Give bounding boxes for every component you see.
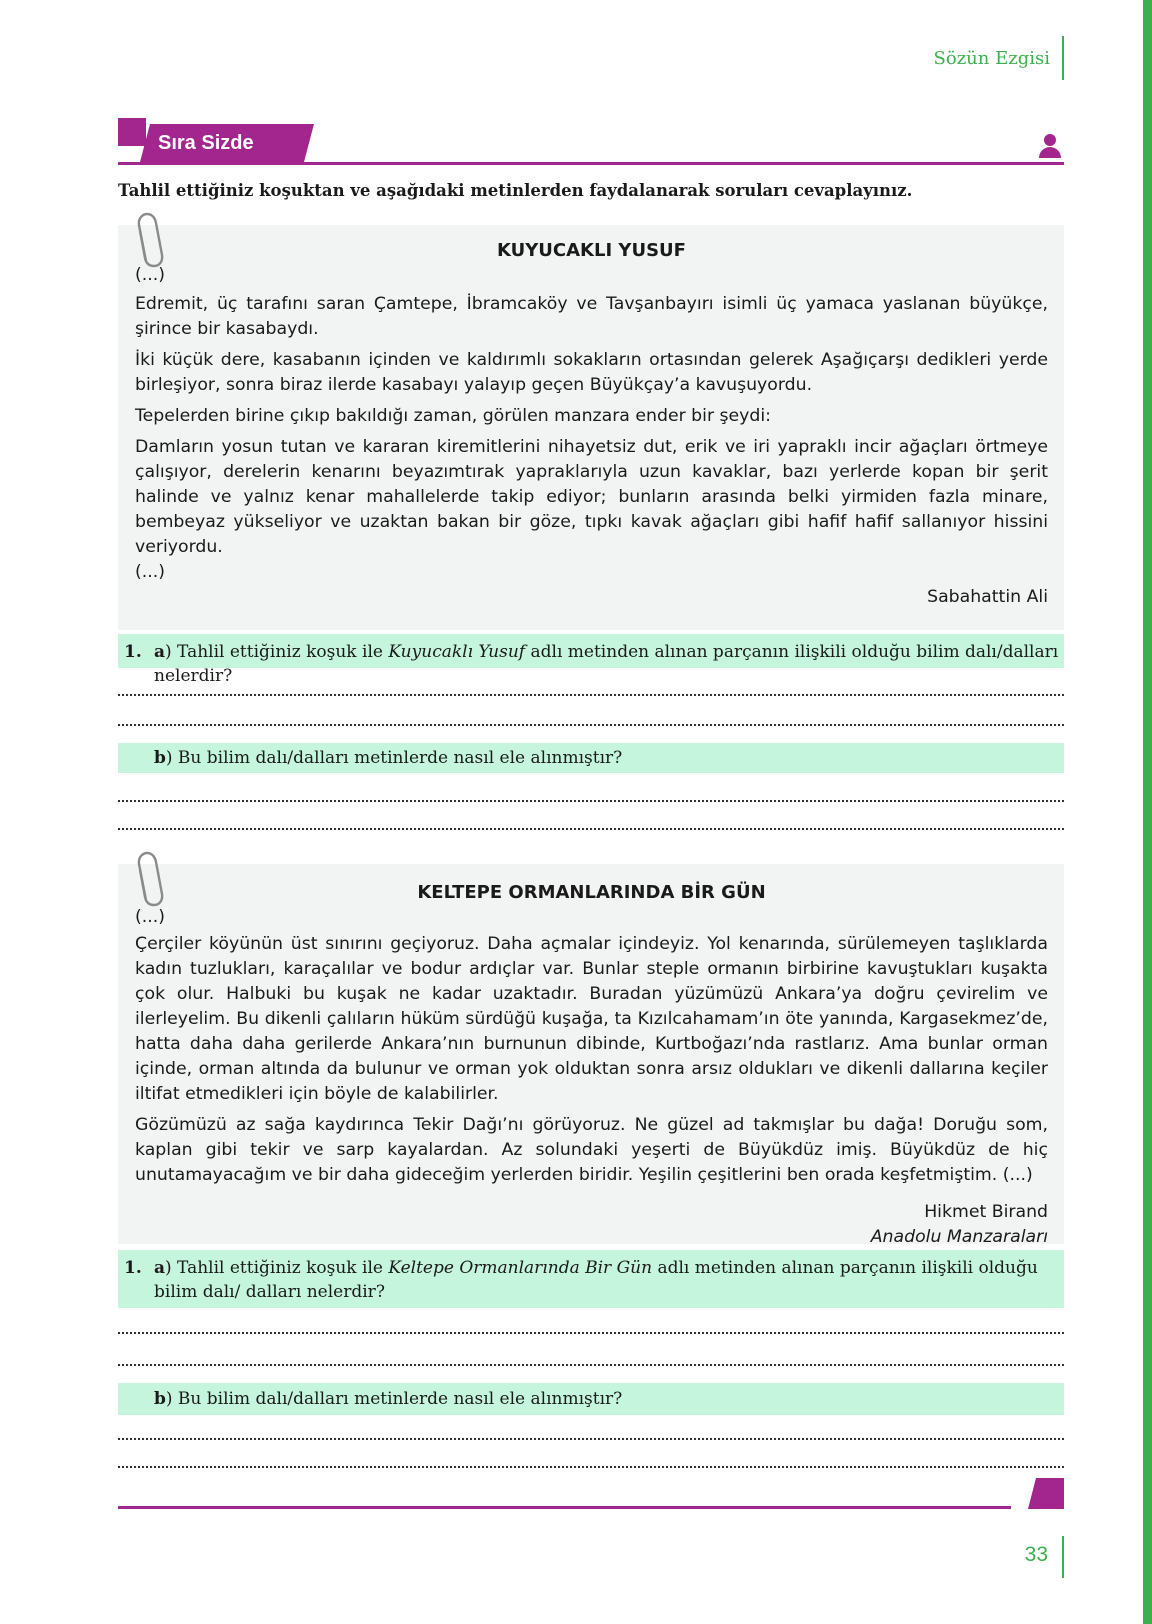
paragraph: Gözümüzü az sağa kaydırınca Tekir Dağı’nı görüyoruz. Ne güzel ad takmışlar bu dağa! Doruğu som, kaplan gibi tekir ve sarp kayalardan. Az solundaki yeşerti de Büyükdüz imiş. Büyükdüz de hiç unutamayacağım ve bir daha gideceğim yerlerden biridir. Yeşilin çeşitlerini ben orada keşfetmiştim. (...)	[135, 1115, 1048, 1185]
question-1a: 1. a) Tahlil ettiğiniz koşuk ile Kuyucaklı Yusuf adlı metinden alınan parçanın ilişkili olduğu bilim dalı/dalları nelerdir?	[118, 634, 1064, 668]
reading-text-1	[118, 225, 1064, 630]
answer-line[interactable]	[118, 798, 1064, 802]
author: Sabahattin Ali	[927, 587, 1048, 607]
paperclip-icon	[134, 850, 168, 908]
instruction: Tahlil ettiğiniz koşuktan ve aşağıdaki metinlerden faydalanarak soruları cevaplayınız.	[118, 181, 913, 200]
question-letter: b	[154, 748, 166, 768]
answer-line[interactable]	[118, 1362, 1064, 1366]
answer-line[interactable]	[118, 722, 1064, 726]
question-number: 1.	[124, 642, 142, 662]
paragraph: Damların yosun tutan ve kararan kiremitlerini nihayetsiz dut, erik ve iri yapraklı incir ağaçları örtmeye çalışıyor, derelerin kenarını beyazımtırak yapraklarıyla uzun kavaklar, bazı yerlerde kopan bir şerit halinde ve yalnız kenar mahallelerde takip ediyor; bunların arasında belki yirmiden fazla minare, bembeyaz yükseliyor ve uzaktan bakan bir göze, tıpkı kavak ağaçları gibi hafif hafif sallanıyor hissini veriyordu.	[135, 437, 1048, 557]
ellipsis-start: (...)	[135, 265, 165, 285]
question-letter: a	[154, 1258, 166, 1278]
answer-line[interactable]	[118, 826, 1064, 830]
paragraph: Edremit, üç tarafını saran Çamtepe, İbramcaköy ve Tavşanbayırı isimli üç yamaca yaslanan büyükçe, şirince bir kasabaydı.	[135, 294, 1048, 339]
question-letter: a	[154, 642, 166, 662]
page-number: 33	[1024, 1543, 1048, 1566]
work-title: Keltepe Ormanlarında Bir Gün	[388, 1258, 653, 1278]
banner-line	[118, 162, 1064, 165]
footer-line	[118, 1506, 1011, 1509]
question-letter: b	[154, 1389, 166, 1409]
page-rule	[1062, 1536, 1064, 1578]
question-number: 1.	[124, 1258, 142, 1278]
paragraph: İki küçük dere, kasabanın içinden ve kaldırımlı sokakların ortasından gelerek Aşağıçarşı dedikleri yerde birleşiyor, sonra biraz ilerde kasabayı yalayıp geçen Büyükçay’a kavuşuyordu.	[135, 350, 1048, 395]
text-title: KELTEPE ORMANLARINDA BİR GÜN	[417, 882, 766, 903]
author: Hikmet Birand	[924, 1202, 1048, 1222]
reading-text-2	[118, 864, 1064, 1247]
user-icon	[1038, 134, 1062, 160]
section-banner	[118, 118, 1064, 166]
answer-line[interactable]	[118, 692, 1064, 696]
work-title: Kuyucaklı Yusuf	[388, 642, 526, 662]
footer-square	[1028, 1478, 1064, 1509]
source-work: Anadolu Manzaraları	[870, 1227, 1048, 1247]
paragraph: Çerçiler köyünün üst sınırını geçiyoruz. Daha açmalar içindeyiz. Yol kenarında, sürülemeyen taşlıklarda kadın tuzlukları, karaçalılar ve bodur ardıçlar var. Bunlar steple ormanın birbirine kavuştukları kuşakta çok olur. Halbuki bu kuşak ne kadar uzaktadır. Buradan yüzümüzü Ankara’ya doğru çevirelim ve ilerleyelim. Bu dikenli çalıların hüküm sürdüğü kuşağa, ta Kızılcahamam’ın öte yanında, Kargasekmez’de, hatta daha daha gerilerde Ankara’nın burnunun dibinde, Kurtboğazı’nda rastlarız. Ama bunlar orman içinde, orman altında da bulunur ve orman yok olduktan sonra arsız oldukları ve dikenli dallarına keçiler iltifat etmedikleri için böyle de kalabilirler.	[135, 934, 1048, 1104]
banner-square	[118, 118, 146, 146]
page-edge-bar	[1143, 0, 1152, 1624]
text-title: KUYUCAKLI YUSUF	[497, 240, 686, 261]
banner-label: Sıra Sizde	[158, 132, 254, 154]
question-2a: 1. a) Tahlil ettiğiniz koşuk ile Keltepe Ormanlarında Bir Gün adlı metinden alınan parçanın ilişkili olduğu bilim dalı/ dalları nelerdir?	[118, 1250, 1064, 1308]
paragraph: Tepelerden birine çıkıp bakıldığı zaman, görülen manzara ender bir şeydi:	[135, 406, 772, 426]
chapter-rule	[1062, 36, 1064, 80]
answer-line[interactable]	[118, 1436, 1064, 1440]
question-2b: b) Bu bilim dalı/dalları metinlerde nasıl ele alınmıştır?	[118, 1383, 1064, 1415]
answer-line[interactable]	[118, 1330, 1064, 1334]
question-1b: b) Bu bilim dalı/dalları metinlerde nasıl ele alınmıştır?	[118, 743, 1064, 773]
ellipsis-start: (...)	[135, 907, 165, 927]
paperclip-icon	[134, 211, 168, 269]
ellipsis-end: (...)	[135, 562, 165, 582]
answer-line[interactable]	[118, 1464, 1064, 1468]
chapter-title: Sözün Ezgisi	[933, 48, 1050, 69]
